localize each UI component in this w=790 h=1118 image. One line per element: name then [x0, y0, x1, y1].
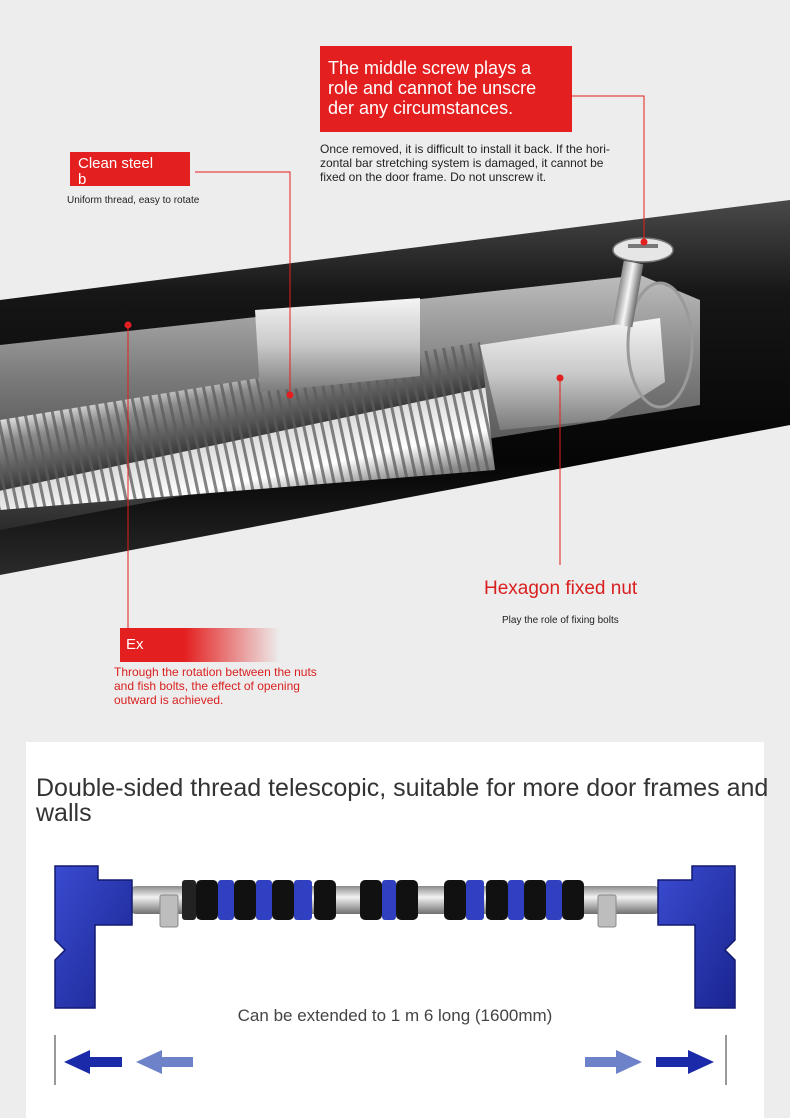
right-arrow-icon — [585, 1050, 714, 1074]
middle-screw-note-line-3: fixed on the door frame. Do not unscrew it. — [320, 170, 547, 184]
middle-screw-heading-line-1: The middle screw plays a — [328, 58, 532, 78]
section-title: Double-sided thread telescopic, suitable for more door frames and walls — [36, 774, 769, 827]
hex-nut-heading: Hexagon fixed nut — [484, 578, 638, 599]
clean-steel-heading-line-2: b — [78, 171, 87, 186]
middle-screw-heading-line-2: role and cannot be unscre — [328, 78, 537, 98]
middle-screw-heading-line-3: der any circumstances. — [328, 98, 514, 118]
expand-note-line-1: Through the rotation between the nuts — [114, 665, 317, 679]
clean-steel-note: Uniform thread, easy to rotate — [67, 195, 200, 206]
left-end-bracket — [55, 866, 132, 1008]
right-end-bracket — [658, 866, 735, 1008]
hex-nut-note: Play the role of fixing bolts — [502, 615, 619, 626]
extend-caption: Can be extended to 1 m 6 long (1600mm) — [237, 1006, 553, 1025]
grip-segments — [182, 880, 584, 920]
middle-screw-note-line-1: Once removed, it is difficult to install it back. If the hori- — [320, 142, 610, 156]
expand-heading: Ex — [126, 636, 144, 653]
clean-steel-heading-line-1: Clean steel — [78, 155, 154, 172]
expand-note-line-2: and fish bolts, the effect of opening — [114, 679, 300, 693]
expand-note-line-3: outward is achieved. — [114, 693, 224, 707]
middle-screw-note-line-2: zontal bar stretching system is damaged, it cannot be — [320, 156, 604, 170]
left-arrow-icon — [64, 1050, 193, 1074]
